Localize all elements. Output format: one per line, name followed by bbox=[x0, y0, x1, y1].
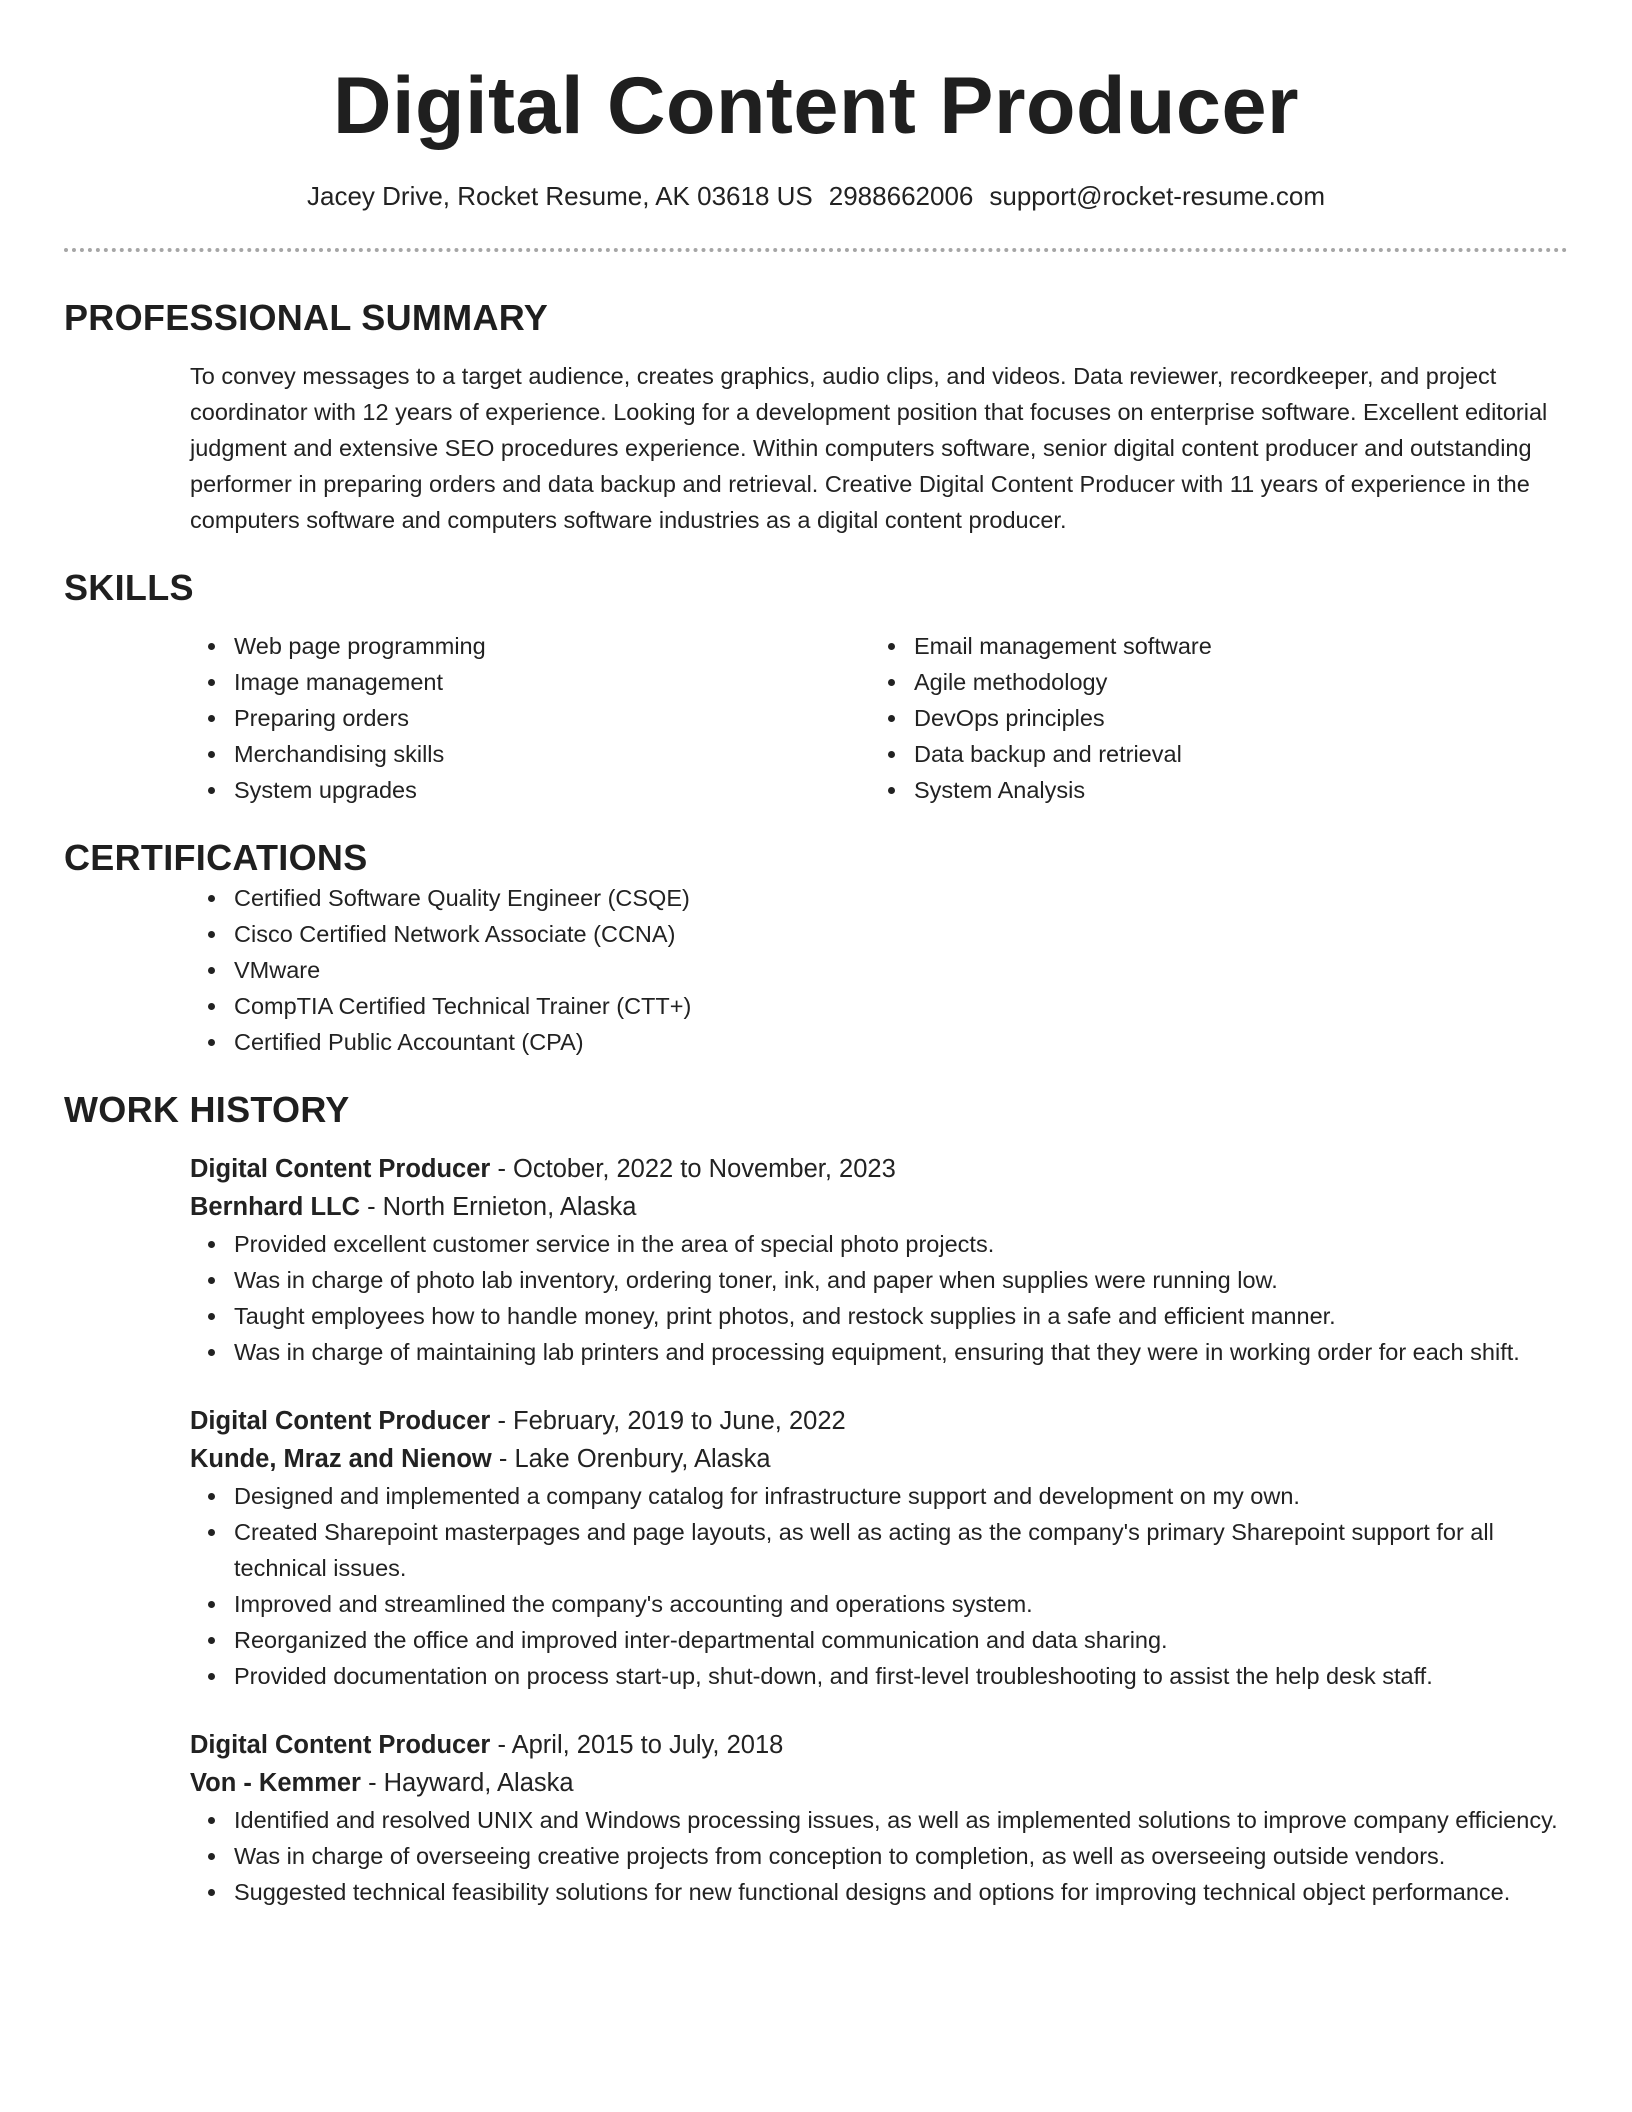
job-bullet: Was in charge of photo lab inventory, ordering toner, ink, and paper when supplies were running low. bbox=[234, 1262, 1568, 1298]
job-company: Bernhard LLC bbox=[190, 1193, 361, 1221]
summary-section bbox=[64, 358, 1568, 538]
job-company-line bbox=[190, 1440, 1568, 1478]
job-title: Digital Content Producer bbox=[190, 1155, 491, 1183]
job-location: - North Ernieton, Alaska bbox=[360, 1193, 637, 1221]
contact-phone: 2988662006 bbox=[828, 181, 974, 211]
skill-item: System upgrades bbox=[234, 772, 870, 808]
job-bullet: Designed and implemented a company catalog for infrastructure support and development on my own. bbox=[234, 1478, 1568, 1514]
job-bullet: Taught employees how to handle money, print photos, and restock supplies in a safe and efficient manner. bbox=[234, 1298, 1568, 1334]
work-history-heading: WORK HISTORY bbox=[64, 1089, 350, 1130]
skill-item: DevOps principles bbox=[914, 700, 1550, 736]
job-entry bbox=[190, 1726, 1568, 1910]
job-title: Digital Content Producer bbox=[190, 1731, 491, 1759]
work-history-section bbox=[64, 1150, 1568, 1910]
skill-item: Agile methodology bbox=[914, 664, 1550, 700]
job-company-line bbox=[190, 1764, 1568, 1802]
job-bullet: Provided excellent customer service in the area of special photo projects. bbox=[234, 1226, 1568, 1262]
skill-item: Web page programming bbox=[234, 628, 870, 664]
skill-item: System Analysis bbox=[914, 772, 1550, 808]
certification-item: VMware bbox=[234, 952, 1568, 988]
job-bullet: Suggested technical feasibility solutions for new functional designs and options for improving technical object performance. bbox=[234, 1874, 1568, 1910]
job-bullet: Provided documentation on process start-up, shut-down, and first-level troubleshooting to assist the help desk staff. bbox=[234, 1658, 1568, 1694]
header-divider bbox=[64, 248, 1568, 252]
job-bullet: Created Sharepoint masterpages and page layouts, as well as acting as the company's primary Sharepoint support for all technical issues. bbox=[234, 1514, 1568, 1586]
job-bullet: Was in charge of maintaining lab printers and processing equipment, ensuring that they were in working order for each shift. bbox=[234, 1334, 1568, 1370]
job-entry bbox=[190, 1402, 1568, 1694]
certification-item: Certified Public Accountant (CPA) bbox=[234, 1024, 1568, 1060]
certification-item: CompTIA Certified Technical Trainer (CTT+) bbox=[234, 988, 1568, 1024]
job-bullet: Improved and streamlined the company's accounting and operations system. bbox=[234, 1586, 1568, 1622]
resume-title: Digital Content Producer bbox=[332, 61, 1300, 151]
skills-column-right bbox=[870, 628, 1550, 808]
job-bullet: Identified and resolved UNIX and Windows processing issues, as well as implemented solutions to improve company efficiency. bbox=[234, 1802, 1568, 1838]
job-title-line bbox=[190, 1402, 1568, 1440]
job-company: Kunde, Mraz and Nienow bbox=[190, 1445, 492, 1473]
job-bullet: Was in charge of overseeing creative projects from conception to completion, as well as overseeing outside vendors. bbox=[234, 1838, 1568, 1874]
summary-text: To convey messages to a target audience, creates graphics, audio clips, and videos. Data reviewer, recordkeeper, and project coordinator with 12 years of experience. Looking for a development position that focuses on enterprise software. Excellent editorial judgment and extensive SEO procedures experience. Within computers software, senior digital content producer and outstanding performer in preparing orders and data backup and retrieval. Creative Digital Content Producer with 11 years of experience in the computers software and computers software industries as a digital content producer. bbox=[190, 363, 1548, 533]
job-entry bbox=[190, 1150, 1568, 1370]
certifications-heading: CERTIFICATIONS bbox=[64, 837, 368, 878]
skills-heading: SKILLS bbox=[64, 567, 194, 608]
job-title-line bbox=[190, 1150, 1568, 1188]
job-location: - Hayward, Alaska bbox=[360, 1769, 574, 1797]
job-company-line bbox=[190, 1188, 1568, 1226]
contact-email: support@rocket-resume.com bbox=[989, 181, 1325, 211]
certifications-section bbox=[64, 880, 1568, 1060]
job-title: Digital Content Producer bbox=[190, 1407, 491, 1435]
job-company: Von - Kemmer bbox=[190, 1769, 361, 1797]
job-bullet: Reorganized the office and improved inter-departmental communication and data sharing. bbox=[234, 1622, 1568, 1658]
contact-address: Jacey Drive, Rocket Resume, AK 03618 US bbox=[306, 181, 813, 211]
summary-heading: PROFESSIONAL SUMMARY bbox=[64, 297, 549, 338]
certification-item: Certified Software Quality Engineer (CSQE) bbox=[234, 880, 1568, 916]
skill-item: Preparing orders bbox=[234, 700, 870, 736]
skill-item: Data backup and retrieval bbox=[914, 736, 1550, 772]
skills-column-left bbox=[190, 628, 870, 808]
job-dates: - February, 2019 to June, 2022 bbox=[490, 1407, 846, 1435]
skills-section bbox=[64, 628, 1568, 808]
certification-item: Cisco Certified Network Associate (CCNA) bbox=[234, 916, 1568, 952]
skill-item: Merchandising skills bbox=[234, 736, 870, 772]
job-title-line bbox=[190, 1726, 1568, 1764]
job-location: - Lake Orenbury, Alaska bbox=[491, 1445, 771, 1473]
contact-line bbox=[64, 180, 1568, 212]
job-dates: - October, 2022 to November, 2023 bbox=[490, 1155, 896, 1183]
job-dates: - April, 2015 to July, 2018 bbox=[490, 1731, 784, 1759]
skill-item: Email management software bbox=[914, 628, 1550, 664]
skill-item: Image management bbox=[234, 664, 870, 700]
